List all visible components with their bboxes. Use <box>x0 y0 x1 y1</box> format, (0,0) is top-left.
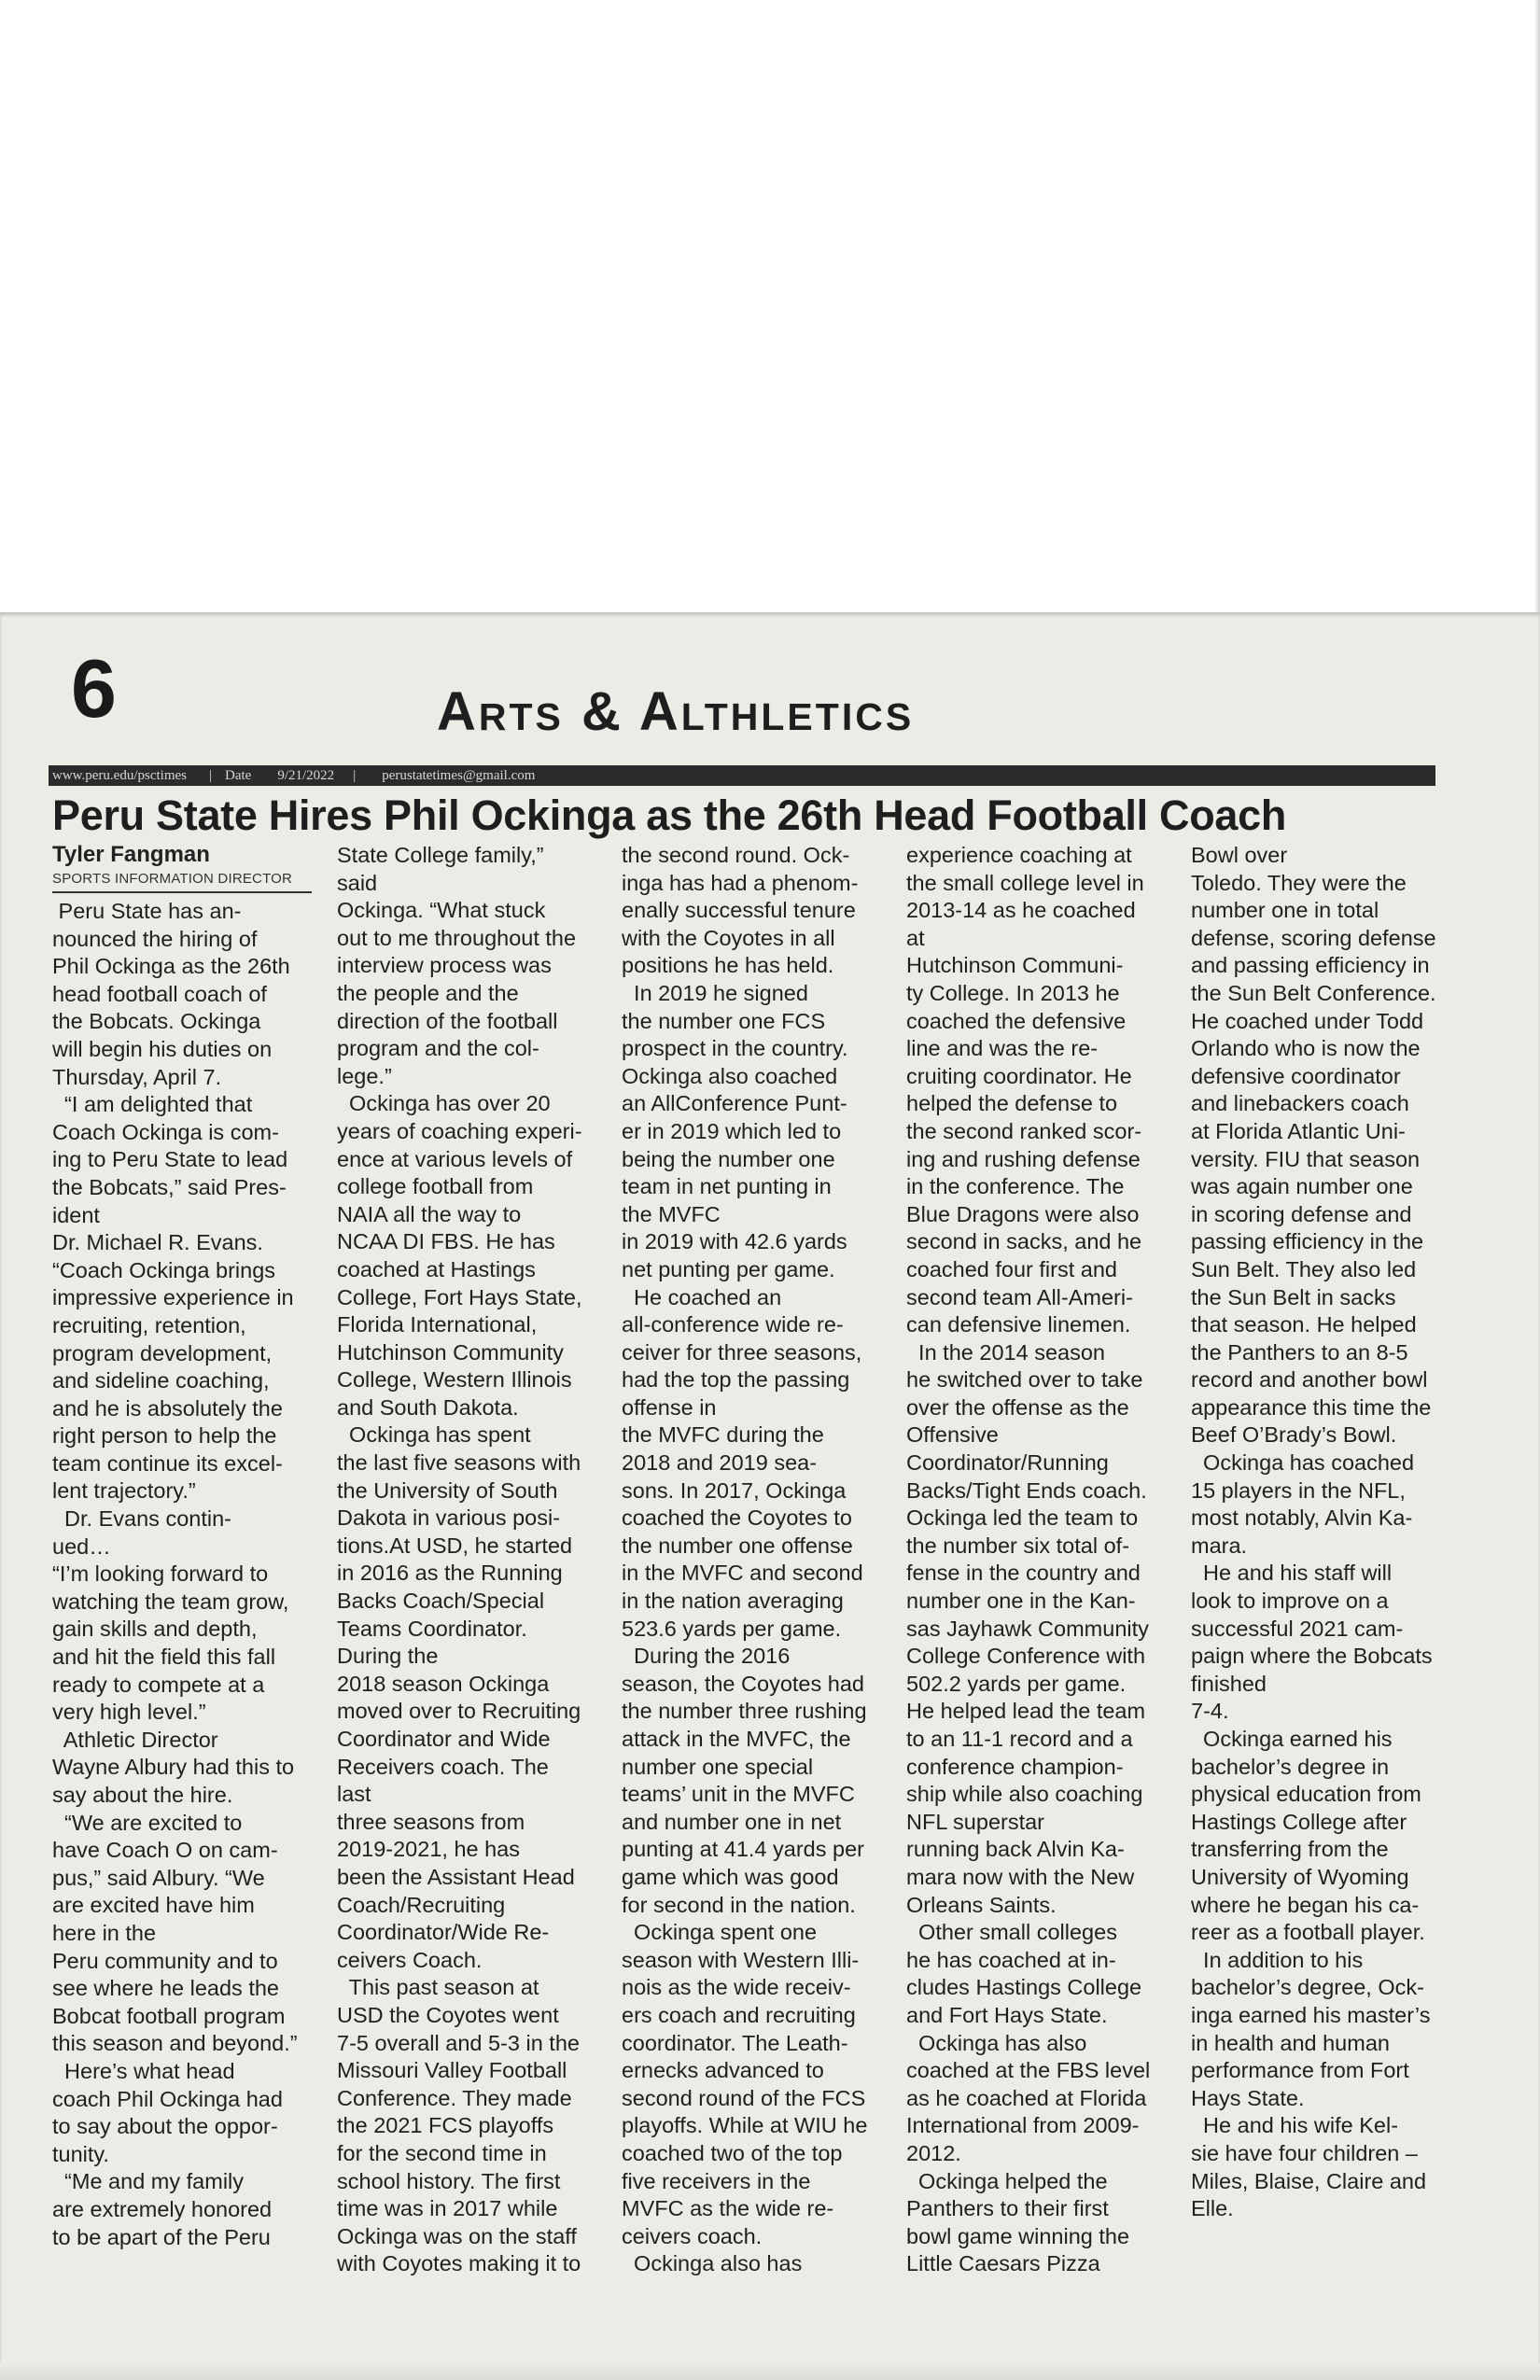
article-text-line: physical education from <box>1191 1782 1421 1807</box>
article-text-line: are excited have him <box>52 1893 255 1918</box>
article-text-line: College, Fort Hays State, <box>337 1284 582 1309</box>
article-text-line: appearance this time the <box>1191 1394 1432 1420</box>
article-text-line: enally successful tenure <box>622 898 856 923</box>
article-text-line: He helped lead the team <box>906 1699 1146 1724</box>
article-text-line: coach Phil Ockinga had <box>52 2086 283 2111</box>
article-text-line: Here’s what head <box>52 2058 235 2083</box>
article-text-line: the Sun Belt in sacks <box>1191 1284 1396 1309</box>
article-text-line: Phil Ockinga as the 26th <box>52 954 290 979</box>
article-text-line: Coordinator/Wide Re- <box>337 1920 550 1945</box>
article-text-line: Little Caesars Pizza <box>906 2251 1100 2276</box>
article-text-line: 2019-2021, he has <box>337 1837 520 1862</box>
article-text-line: being the number one <box>622 1146 835 1171</box>
article-text-line: and number one in net <box>622 1809 842 1834</box>
article-text-line: in the conference. The <box>906 1174 1125 1199</box>
article-text-line: College Conference with <box>906 1644 1146 1669</box>
article-text-line: Wayne Albury had this to <box>52 1755 295 1780</box>
article-text-line: watching the team grow, <box>52 1589 289 1614</box>
article-text-line: defense, scoring defense <box>1191 925 1436 950</box>
article-text-line: all-conference wide re- <box>622 1312 844 1337</box>
article-text-line: Panthers to their first <box>906 2196 1109 2221</box>
article-text-line: been the Assistant Head <box>337 1864 575 1889</box>
article-text-line: at Florida Atlantic Uni- <box>1191 1118 1406 1143</box>
article-text-line: interview process was <box>337 953 552 978</box>
article-text-line: NAIA all the way to <box>337 1201 522 1226</box>
article-text-line: said <box>337 870 378 895</box>
article-text-line: Hays State. <box>1191 2085 1305 2110</box>
article-text-line: Ockinga spent one <box>622 1920 818 1945</box>
article-text-line: in health and human <box>1191 2030 1390 2055</box>
article-text-line: and hit the field this fall <box>52 1645 276 1670</box>
article-text-line: here in the <box>52 1920 157 1945</box>
article-text-line: Ockinga. “What stuck <box>337 898 546 923</box>
article-text-line: had the top the passing <box>622 1367 850 1393</box>
article-text-line: Hutchinson Community <box>337 1339 564 1365</box>
article-text-line: ident <box>52 1202 100 1227</box>
date-label: Date <box>225 768 252 783</box>
article-text-line: “I’m looking forward to <box>52 1561 269 1587</box>
article-text-line: positions he has held. <box>622 953 834 978</box>
article-text-line: punting at 41.4 yards per <box>622 1837 864 1862</box>
article-text-line: Backs/Tight Ends coach. <box>906 1477 1147 1503</box>
article-text-line: as he coached at Florida <box>906 2085 1147 2110</box>
article-text-line: moved over to Recruiting <box>337 1699 581 1724</box>
article-text-line: Sun Belt. They also led <box>1191 1256 1417 1281</box>
article-text-line: time was in 2017 while <box>337 2196 558 2221</box>
newspaper-page <box>0 612 1540 2380</box>
article-text-line: the Sun Belt Conference. <box>1191 980 1436 1005</box>
article-text-line: running back Alvin Ka- <box>906 1837 1125 1862</box>
article-text-line: Elle. <box>1191 2196 1234 2221</box>
article-text-line: attack in the MVFC, the <box>622 1727 851 1751</box>
article-text-line: impressive experience in <box>52 1285 294 1310</box>
article-text-line: pus,” said Albury. “We <box>52 1865 265 1890</box>
article-text-line: Bowl over <box>1191 843 1288 867</box>
article-text-line: direction of the football <box>337 1008 558 1033</box>
article-text-line: the second ranked scor- <box>906 1118 1142 1143</box>
article-text-line: 2018 season Ockinga <box>337 1671 550 1696</box>
article-text-line: sons. In 2017, Ockinga <box>622 1477 847 1503</box>
article-text-line: inga has had a phenom- <box>622 870 859 895</box>
article-text-line: Ockinga led the team to <box>906 1505 1139 1531</box>
article-text-line: Peru State has an- <box>52 899 242 923</box>
article-text-line: the last five seasons with <box>337 1450 581 1476</box>
article-text-line: out to me throughout the <box>337 925 577 950</box>
article-text-line: Ockinga has coached <box>1191 1450 1415 1476</box>
article-text-line: MVFC as the wide re- <box>622 2196 834 2221</box>
article-text-line: coached four first and <box>906 1256 1117 1281</box>
article-text-line: 2018 and 2019 sea- <box>622 1450 818 1476</box>
article-text-line: coordinator. The Leath- <box>622 2030 848 2055</box>
article-text-line: teams’ unit in the MVFC <box>622 1782 855 1807</box>
separator: | <box>353 768 357 783</box>
article-text-line: will begin his duties on <box>52 1036 273 1061</box>
issue-date: 9/21/2022 <box>277 768 335 783</box>
article-column-5 <box>1191 842 1471 2223</box>
article-text-line: conference champion- <box>906 1754 1124 1779</box>
article-text-line: Ockinga has over 20 <box>337 1091 551 1116</box>
article-text-line: Blue Dragons were also <box>906 1201 1140 1226</box>
article-text-line: 7-4. <box>1191 1699 1229 1724</box>
article-text-line: in the MVFC and second <box>622 1561 863 1586</box>
article-text-line: the MVFC <box>622 1201 721 1226</box>
article-text-line: coached the defensive <box>906 1008 1127 1033</box>
article-text-line: can defensive linemen. <box>906 1312 1131 1337</box>
article-column-1 <box>52 898 319 2251</box>
article-text-line: “I am delighted that <box>52 1092 253 1117</box>
article-text-line: Coach Ockinga is com- <box>52 1119 279 1144</box>
article-text-line: for second in the nation. <box>622 1892 856 1917</box>
article-text-line: NFL superstar <box>906 1809 1045 1834</box>
article-text-line: the 2021 FCS playoffs <box>337 2113 554 2138</box>
article-text-line: cruiting coordinator. He <box>906 1063 1132 1088</box>
article-text-line: Florida International, <box>337 1312 538 1337</box>
article-text-line: “Coach Ockinga brings <box>52 1257 276 1282</box>
article-text-line: he switched over to take <box>906 1367 1143 1393</box>
article-text-line: He coached under Todd <box>1191 1008 1424 1033</box>
article-text-line: ing and rushing defense <box>906 1146 1141 1171</box>
article-text-line: say about the hire. <box>52 1783 233 1807</box>
article-text-line: last <box>337 1782 371 1807</box>
article-text-line: the number one FCS <box>622 1008 826 1033</box>
article-text-line: finished <box>1191 1671 1267 1696</box>
article-column-2 <box>337 842 613 2278</box>
article-text-line: ready to compete at a <box>52 1672 265 1697</box>
article-text-line: nois as the wide receiv- <box>622 1975 851 2000</box>
article-text-line: was again number one <box>1191 1174 1413 1199</box>
article-text-line: bowl game winning the <box>906 2223 1130 2248</box>
article-text-line: successful 2021 cam- <box>1191 1616 1404 1641</box>
article-text-line: coached at Hastings <box>337 1256 536 1281</box>
article-text-line: He and his wife Kel- <box>1191 2113 1399 2138</box>
article-text-line: helped the defense to <box>906 1091 1118 1116</box>
article-text-line: inga earned his master’s <box>1191 2002 1431 2027</box>
article-text-line: Conference. They made <box>337 2085 572 2110</box>
article-text-line: team continue its excel- <box>52 1450 283 1476</box>
article-text-line: in 2016 as the Running <box>337 1561 563 1586</box>
article-text-line: ernecks advanced to <box>622 2058 824 2083</box>
article-text-line: lent trajectory.” <box>52 1478 196 1504</box>
article-text-line: program and the col- <box>337 1036 539 1061</box>
article-text-line: Ockinga also has <box>622 2251 803 2276</box>
article-text-line: Dr. Evans contin- <box>52 1506 231 1532</box>
article-text-line: for the second time in <box>337 2140 547 2165</box>
article-text-line: five receivers in the <box>622 2168 811 2193</box>
article-text-line: Bobcat football program <box>52 2003 286 2028</box>
article-text-line: nounced the hiring of <box>52 926 258 951</box>
article-text-line: ceivers Coach. <box>337 1947 483 1972</box>
article-text-line: Coach/Recruiting <box>337 1892 506 1917</box>
article-column-3 <box>622 842 898 2278</box>
article-text-line: very high level.” <box>52 1700 206 1725</box>
article-text-line: College, Western Illinois <box>337 1367 572 1393</box>
article-text-line: He coached an <box>622 1284 782 1309</box>
article-text-line: Dr. Michael R. Evans. <box>52 1230 263 1255</box>
article-text-line: sas Jayhawk Community <box>906 1616 1149 1641</box>
article-text-line: where he began his ca- <box>1191 1892 1420 1917</box>
article-text-line: defensive coordinator <box>1191 1063 1401 1088</box>
article-text-line: sie have four children – <box>1191 2140 1418 2165</box>
article-text-line: the number three rushing <box>622 1699 867 1724</box>
article-text-line: coached at the FBS level <box>906 2058 1151 2083</box>
article-text-line: versity. FIU that season <box>1191 1146 1421 1171</box>
article-text-line: “Me and my family <box>52 2169 245 2194</box>
article-text-line: Missouri Valley Football <box>337 2058 567 2083</box>
article-text-line: see where he leads the <box>52 1976 279 2001</box>
article-text-line: the Bobcats,” said Pres- <box>52 1174 287 1199</box>
article-text-line: over the offense as the <box>906 1394 1129 1420</box>
article-text-line: fense in the country and <box>906 1561 1141 1586</box>
article-text-line: the number six total of- <box>906 1533 1130 1558</box>
article-text-line: and linebackers coach <box>1191 1091 1409 1116</box>
article-text-line: coached two of the top <box>622 2140 843 2165</box>
article-text-line: ceivers coach. <box>622 2223 763 2248</box>
article-text-line: the Bobcats. Ockinga <box>52 1009 261 1034</box>
paper-bottom-edge <box>0 2363 1540 2380</box>
article-text-line: the people and the <box>337 980 519 1005</box>
article-text-line: Dakota in various posi- <box>337 1505 561 1531</box>
article-text-line: ence at various levels of <box>337 1146 573 1171</box>
article-text-line: Beef O’Brady’s Bowl. <box>1191 1422 1397 1448</box>
blank-scan-area <box>0 0 1540 612</box>
article-text-line: and sideline coaching, <box>52 1368 270 1393</box>
article-text-line: 7-5 overall and 5-3 in the <box>337 2030 580 2055</box>
article-text-line: University of Wyoming <box>1191 1864 1409 1889</box>
article-text-line: line and was the re- <box>906 1036 1099 1061</box>
article-text-line: the Panthers to an 8-5 <box>1191 1339 1408 1365</box>
article-text-line: This past season at <box>337 1975 539 2000</box>
article-text-line: Hastings College after <box>1191 1809 1407 1834</box>
article-text-line: tions.At USD, he started <box>337 1533 573 1558</box>
article-text-line: Ockinga also coached <box>622 1063 838 1088</box>
article-text-line: NCAA DI FBS. He has <box>337 1229 555 1254</box>
article-text-line: Other small colleges <box>906 1920 1117 1945</box>
section-title: Arts & Althletics <box>437 681 915 742</box>
article-text-line: Teams Coordinator. <box>337 1616 527 1641</box>
article-text-line: Ockinga has spent <box>337 1422 531 1448</box>
article-text-line: USD the Coyotes went <box>337 2002 559 2027</box>
article-text-line: school history. The first <box>337 2168 561 2193</box>
article-text-line: ing to Peru State to lead <box>52 1147 288 1172</box>
article-text-line: and passing efficiency in <box>1191 953 1430 978</box>
article-text-line: ued… <box>52 1533 111 1559</box>
article-text-line: the number one offense <box>622 1533 853 1558</box>
article-text-line: gain skills and depth, <box>52 1617 258 1642</box>
article-text-line: He and his staff will <box>1191 1561 1393 1586</box>
article-text-line: Orlando who is now the <box>1191 1036 1421 1061</box>
article-text-line: Backs Coach/Special <box>337 1589 545 1614</box>
info-bar <box>49 765 1435 786</box>
article-text-line: to be apart of the Peru <box>52 2224 271 2249</box>
article-text-line: in 2019 with 42.6 yards <box>622 1229 847 1254</box>
article-text-line: are extremely honored <box>52 2196 273 2221</box>
article-text-line: bachelor’s degree, Ock- <box>1191 1975 1424 2000</box>
article-text-line: Ockinga helped the <box>906 2168 1108 2193</box>
article-text-line: cludes Hastings College <box>906 1975 1142 2000</box>
article-text-line: Offensive <box>906 1422 999 1448</box>
article-text-line: with the Coyotes in all <box>622 925 835 950</box>
article-column-4 <box>906 842 1183 2278</box>
article-text-line: college football from <box>337 1174 534 1199</box>
article-text-line: to an 11-1 record and a <box>906 1727 1133 1751</box>
article-text-line: Toledo. They were the <box>1191 870 1407 895</box>
article-text-line: ty College. In 2013 he <box>906 980 1120 1005</box>
article-text-line: During the 2016 <box>622 1644 791 1669</box>
article-text-line: season with Western Illi- <box>622 1947 860 1972</box>
article-text-line: In the 2014 season <box>906 1339 1105 1365</box>
article-text-line: second team All-Ameri- <box>906 1284 1133 1309</box>
article-text-line: Peru community and to <box>52 1948 278 1973</box>
page-edge-shadow <box>1534 0 1540 612</box>
article-text-line: and South Dakota. <box>337 1394 519 1420</box>
article-text-line: experience coaching at <box>906 843 1132 867</box>
article-text-line: Thursday, April 7. <box>52 1064 222 1089</box>
article-text-line: he has coached at in- <box>906 1947 1116 1972</box>
article-text-line: and Fort Hays State. <box>906 2002 1108 2027</box>
article-text-line: the University of South <box>337 1477 558 1503</box>
article-text-line: the second round. Ock- <box>622 843 850 867</box>
article-text-line: three seasons from <box>337 1809 525 1834</box>
article-text-line: ceiver for three seasons, <box>622 1339 862 1365</box>
article-text-line: net punting per game. <box>622 1256 835 1281</box>
article-text-line: in scoring defense and <box>1191 1201 1412 1226</box>
article-text-line: coached the Coyotes to <box>622 1505 852 1531</box>
article-text-line: program development, <box>52 1340 273 1365</box>
article-text-line: most notably, Alvin Ka- <box>1191 1505 1413 1531</box>
article-headline: Peru State Hires Phil Ockinga as the 26th Head Football Coach <box>52 791 1287 839</box>
article-text-line: the MVFC during the <box>622 1422 824 1448</box>
article-text-line: 523.6 yards per game. <box>622 1616 842 1641</box>
article-text-line: transferring from the <box>1191 1837 1389 1862</box>
article-text-line: Ockinga has also <box>906 2030 1087 2055</box>
article-text-line: In 2019 he signed <box>622 980 808 1005</box>
article-text-line: season, the Coyotes had <box>622 1671 864 1696</box>
article-text-line: this season and beyond.” <box>52 2031 298 2056</box>
article-text-line: During the <box>337 1644 439 1669</box>
article-text-line: team in net punting in <box>622 1174 832 1199</box>
article-text-line: bachelor’s degree in <box>1191 1754 1390 1779</box>
article-text-line: look to improve on a <box>1191 1589 1389 1614</box>
article-text-line: with Coyotes making it to <box>337 2251 581 2276</box>
article-text-line: Coordinator and Wide <box>337 1727 551 1751</box>
author-name: Tyler Fangman <box>52 842 210 867</box>
article-text-line: in the nation averaging <box>622 1589 844 1614</box>
article-text-line: ers coach and recruiting <box>622 2002 856 2027</box>
article-text-line: the small college level in <box>906 870 1144 895</box>
article-text-line: ship while also coaching <box>906 1782 1143 1807</box>
article-text-line: paign where the Bobcats <box>1191 1644 1433 1669</box>
article-text-line: International from 2009- <box>906 2113 1140 2138</box>
article-text-line: that season. He helped <box>1191 1312 1417 1337</box>
article-text-line: Hutchinson Communi- <box>906 953 1124 978</box>
article-text-line: to say about the oppor- <box>52 2114 278 2139</box>
article-text-line: 502.2 yards per game. <box>906 1671 1127 1696</box>
article-text-line: number one in the Kan- <box>906 1589 1136 1614</box>
article-text-line: Athletic Director <box>52 1727 218 1752</box>
article-text-line: lege.” <box>337 1063 392 1088</box>
article-text-line: Coordinator/Running <box>906 1450 1109 1476</box>
article-text-line: recruiting, retention, <box>52 1312 246 1337</box>
contact-email: perustatetimes@gmail.com <box>382 768 536 783</box>
article-text-line: Ockinga earned his <box>1191 1727 1393 1751</box>
article-text-line: tunity. <box>52 2141 109 2166</box>
article-text-line: Orleans Saints. <box>906 1892 1057 1917</box>
author-role: SPORTS INFORMATION DIRECTOR <box>52 869 312 893</box>
article-text-line: second round of the FCS <box>622 2085 866 2110</box>
article-text-line: mara. <box>1191 1533 1248 1558</box>
article-text-line: Ockinga was on the staff <box>337 2223 577 2248</box>
article-text-line: an AllConference Punt- <box>622 1091 847 1116</box>
website-url: www.peru.edu/psctimes <box>52 768 187 783</box>
article-text-line: mara now with the New <box>906 1864 1135 1889</box>
article-text-line: performance from Fort <box>1191 2058 1409 2083</box>
article-text-line: game which was good <box>622 1864 839 1889</box>
article-text-line: right person to help the <box>52 1423 277 1449</box>
article-text-line: Miles, Blaise, Claire and <box>1191 2168 1427 2193</box>
article-text-line: and he is absolutely the <box>52 1395 283 1421</box>
article-text-line: passing efficiency in the <box>1191 1229 1424 1254</box>
byline <box>52 841 312 893</box>
article-text-line: at <box>906 925 925 950</box>
article-text-line: record and another bowl <box>1191 1367 1428 1393</box>
article-text-line: number one special <box>622 1754 814 1779</box>
article-text-line: head football coach of <box>52 981 267 1006</box>
article-text-line: In addition to his <box>1191 1947 1364 1972</box>
article-text-line: playoffs. While at WIU he <box>622 2113 868 2138</box>
article-text-line: 2012. <box>906 2140 961 2165</box>
article-text-line: years of coaching experi- <box>337 1118 582 1143</box>
page-number: 6 <box>71 642 115 735</box>
article-text-line: er in 2019 which led to <box>622 1118 842 1143</box>
article-text-line: prospect in the country. <box>622 1036 848 1061</box>
article-text-line: 2013-14 as he coached <box>906 898 1136 923</box>
article-text-line: second in sacks, and he <box>906 1229 1142 1254</box>
article-text-line: number one in total <box>1191 898 1379 923</box>
article-text-line: offense in <box>622 1394 717 1420</box>
article-text-line: have Coach O on cam- <box>52 1838 278 1863</box>
article-text-line: Receivers coach. The <box>337 1754 549 1779</box>
article-text-line: reer as a football player. <box>1191 1920 1425 1945</box>
article-text-line: “We are excited to <box>52 1810 243 1835</box>
article-text-line: 15 players in the NFL, <box>1191 1477 1406 1503</box>
separator: | <box>209 768 213 783</box>
article-text-line: State College family,” <box>337 843 544 867</box>
